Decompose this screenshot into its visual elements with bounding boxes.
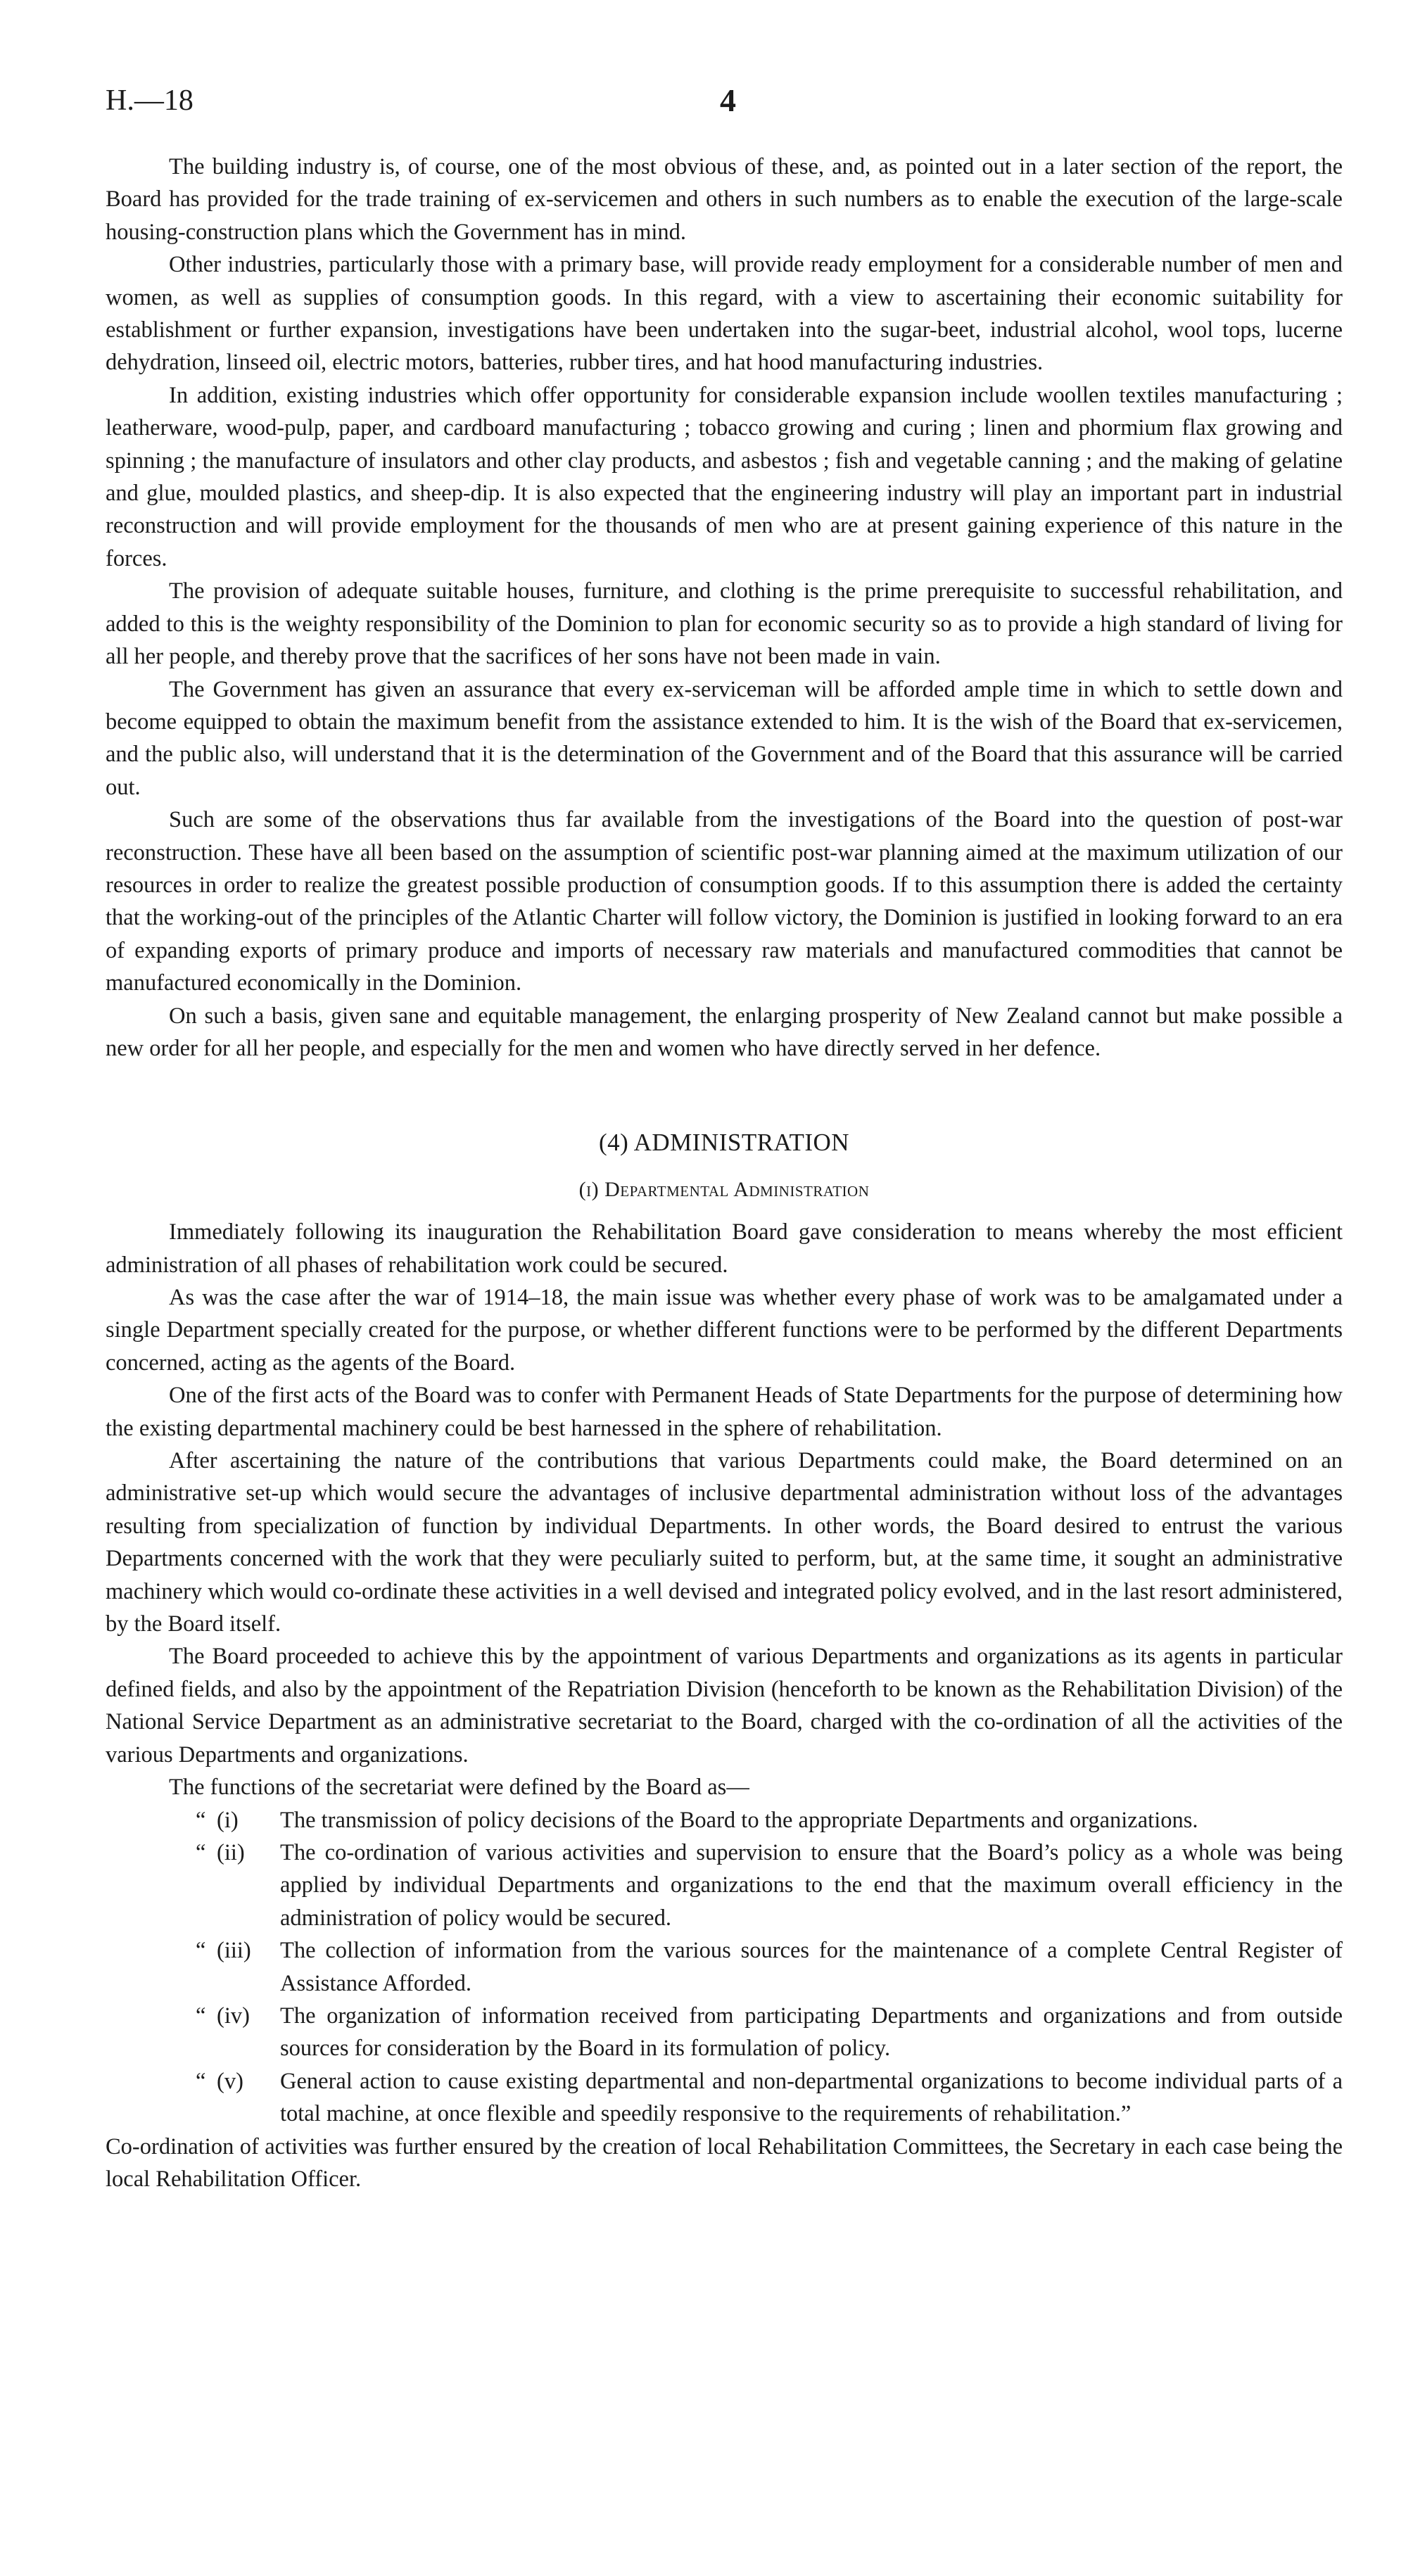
list-marker: (ii) (217, 1839, 245, 1865)
paragraph: The building industry is, of course, one of the most obvious of these, and, as pointed out in a later section of the report, the Board has provided for the trade training of ex-servicemen and others in such numbers as to enable the execution of the large-scale housing-construction plans which the Government has in mind. (106, 154, 1343, 245)
paragraph: The Government has given an assurance that every ex-serviceman will be afforded ample time in which to settle down and become equipped to obtain the maximum benefit from the assistance extended to him. It is the wish of the Board that ex-servicemen, and the public also, will understand that it is the determination of the Government and of the Board that this assurance will be carried out. (106, 676, 1343, 800)
functions-list (106, 1804, 1343, 2131)
list-marker: (v) (217, 2068, 243, 2094)
open-quote: “ (196, 1839, 206, 1865)
paragraph: The Board proceeded to achieve this by the appointment of various Departments and organizations as its agents in particular defined fields, and also by the appointment of the Repatriation Division (henceforth to be known as the Rehabilitation Division) of the National Service Department as an administrative secretariat to the Board, charged with the co-ordination of all the activities of the various Departments and organizations. (106, 1644, 1343, 1768)
list-item-text: The organization of information received from participating Departments and organizations and from outside sources for consideration by the Board in its formulation of policy. (280, 2003, 1343, 2062)
section-heading: (4) ADMINISTRATION (598, 1129, 850, 1157)
page-header (106, 83, 1343, 125)
list-item-text: General action to cause existing departmental and non-departmental organizations to become individual parts of a total machine, at once flexible and speedily responsive to the requirements of rehabilitation.” (280, 2068, 1343, 2127)
intro-section (106, 151, 1343, 1065)
list-marker: (i) (217, 1807, 239, 1833)
paragraph: As was the case after the war of 1914–18, the main issue was whether every phase of work was to be amalgamated under a single Department specially created for the purpose, or whether different functions were to be performed by the different Departments concerned, acting as the agents of the Board. (106, 1285, 1343, 1376)
paragraph: Immediately following its inauguration the Rehabilitation Board gave consideration to means whereby the most efficient administration of all phases of rehabilitation work could be secured. (106, 1219, 1343, 1278)
paragraph: After ascertaining the nature of the contributions that various Departments could make, the Board determined on an administrative set-up which would secure the advantages of inclusive departmental administration without loss of the advantages resulting from specialization of function by individual Departments. In other words, the Board desired to entrust the various Departments concerned with the work that they were peculiarly suited to perform, but, at the same time, it sought an administrative machinery which would co-ordinate these activities in a well devised and integrated policy evolved, and in the last resort administered, by the Board itself. (106, 1448, 1343, 1637)
paragraph: Other industries, particularly those with a primary base, will provide ready employment for a considerable number of men and women, as well as supplies of consumption goods. In this regard, with a view to ascertaining their economic suitability for establishment or further expansion, investigations have been undertaken into the sugar-beet, industrial alcohol, wool tops, lucerne dehydration, linseed oil, electric motors, batteries, rubber tires, and hat hood manufacturing industries. (106, 252, 1343, 376)
list-item (196, 1804, 1343, 1836)
list-item (196, 1836, 1343, 1934)
paragraph: One of the first acts of the Board was to confer with Permanent Heads of State Departments for the purpose of determining how the existing departmental machinery could be best harnessed in the sphere of rehabilitation. (106, 1383, 1343, 1441)
list-item-text: The co-ordination of various activities and supervision to ensure that the Board’s policy as a whole was being applied by individual Departments and organizations to the end that the maximum overall efficiency in the administration of policy would be secured. (280, 1839, 1343, 1931)
paragraph: On such a basis, given sane and equitable management, the enlarging prosperity of New Zealand cannot but make possible a new order for all her people, and especially for the men and women who have directly served in her defence. (106, 1003, 1343, 1061)
subsection-heading: (i) Departmental Administration (578, 1177, 870, 1201)
open-quote: “ (196, 2003, 206, 2029)
list-marker: (iii) (217, 1938, 251, 1964)
list-item-text: The collection of information from the various sources for the maintenance of a complete Central Register of Assistance Afforded. (280, 1938, 1343, 1996)
functions-intro: The functions of the secretariat were defined by the Board as— (169, 1775, 749, 1801)
open-quote: “ (196, 2068, 206, 2094)
administration-section (106, 1216, 1343, 2195)
paragraph: In addition, existing industries which offer opportunity for considerable expansion include woollen textiles manufacturing ; leatherware, wood-pulp, paper, and cardboard manufacturing ; tobacco growing and curing ; linen and phormium flax growing and spinning ; the manufacture of insulators and other clay products, and asbestos ; fish and vegetable canning ; and the making of gelatine and glue, moulded plastics, and sheep-dip. It is also expected that the engineering industry will play an important part in industrial reconstruction and will provide employment for the thousands of men who are at present gaining experience of this nature in the forces. (106, 382, 1343, 571)
document-code: H.—18 (106, 84, 194, 117)
open-quote: “ (196, 1938, 206, 1964)
list-marker: (iv) (217, 2003, 250, 2029)
list-item (196, 2065, 1343, 2131)
paragraph: Such are some of the observations thus far available from the investigations of the Board into the question of post-war reconstruction. These have all been based on the assumption of scientific post-war planning aimed at the maximum utilization of our resources in order to realize the greatest possible production of consumption goods. If to this assumption there is added the certainty that the working-out of the principles of the Atlantic Charter will follow victory, the Dominion is justified in looking forward to an era of expanding exports of primary produce and imports of necessary raw materials and manufactured commodities that cannot be manufactured economically in the Dominion. (106, 807, 1343, 996)
list-item (196, 1934, 1343, 2000)
open-quote: “ (196, 1807, 206, 1833)
closing-paragraph: Co-ordination of activities was further ensured by the creation of local Rehabilitation Committees, the Secretary in each case being the local Rehabilitation Officer. (106, 2133, 1343, 2192)
paragraph: The provision of adequate suitable houses, furniture, and clothing is the prime prerequisite to successful rehabilitation, and added to this is the weighty responsibility of the Dominion to plan for economic security so as to provide a high standard of living for all her people, and thereby prove that the sacrifices of her sons have not been made in vain. (106, 578, 1343, 670)
page-number: 4 (720, 82, 736, 118)
list-item (196, 2000, 1343, 2065)
list-item-text: The transmission of policy decisions of the Board to the appropriate Departments and organizations. (280, 1807, 1198, 1833)
